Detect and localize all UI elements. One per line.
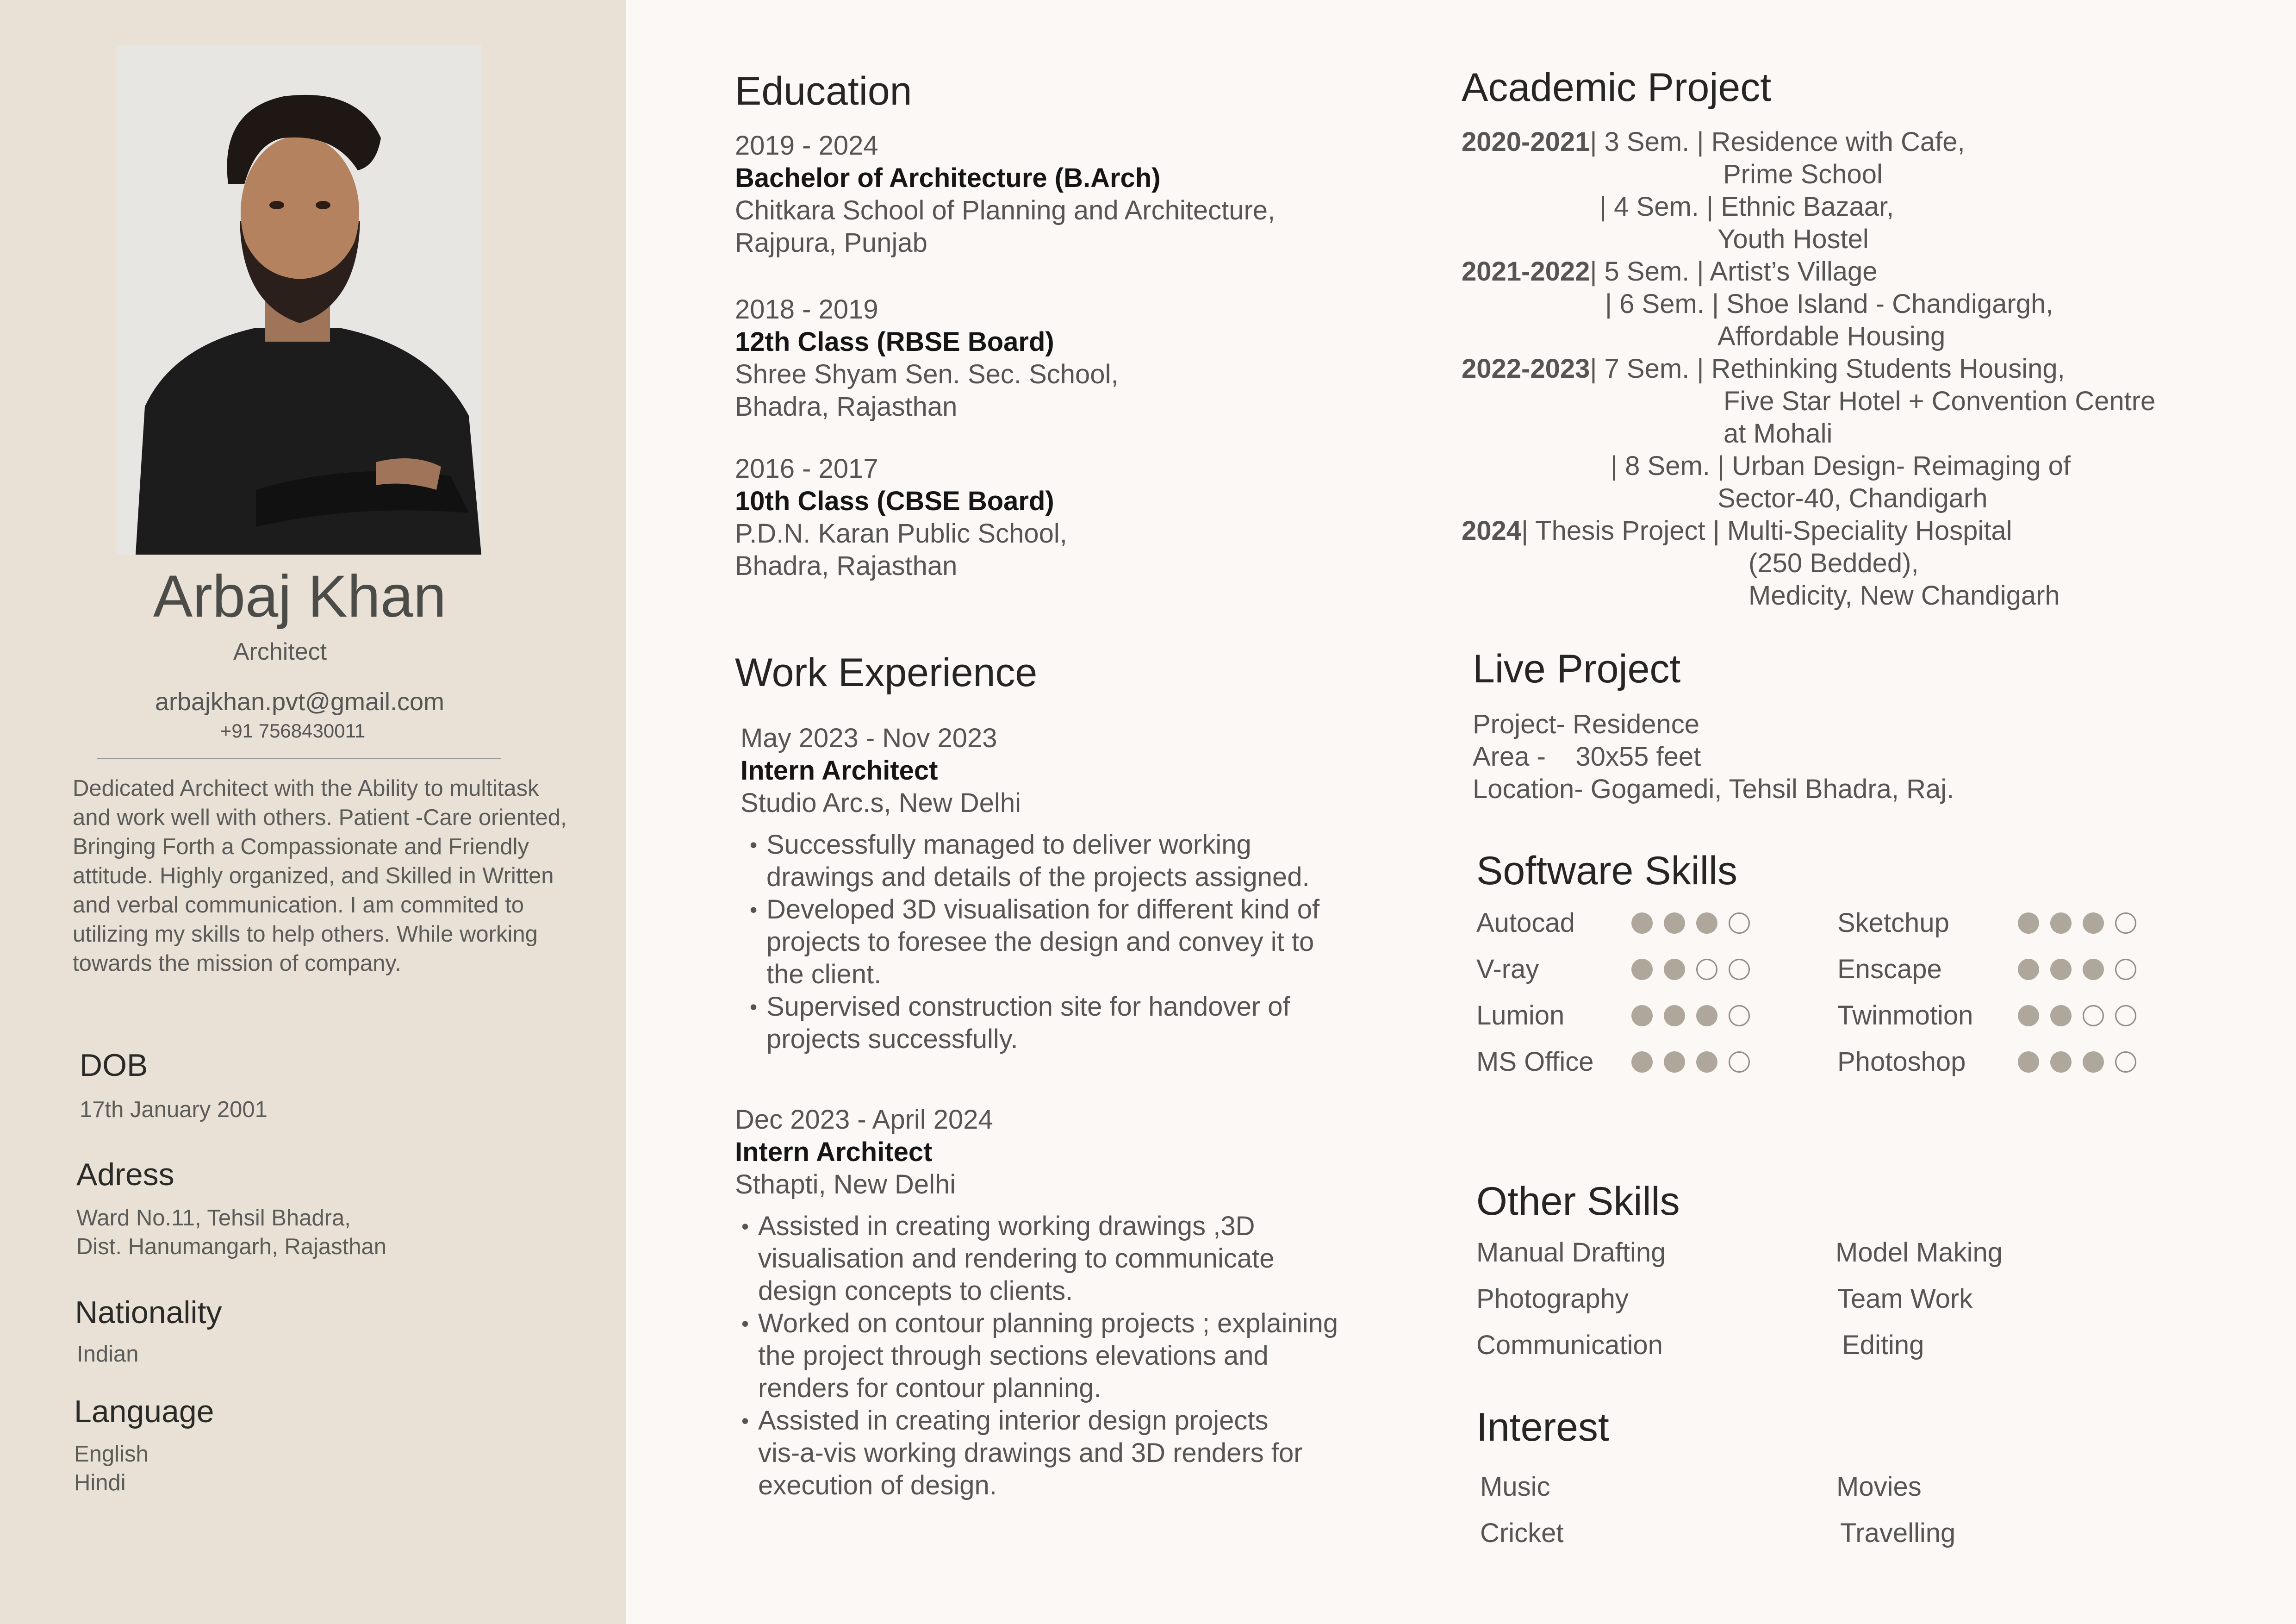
job-bullet: • Supervised construction site for handover of projects successfully. xyxy=(746,991,1388,1056)
live-project-area: Area - 30x55 feet xyxy=(1473,742,1701,772)
divider xyxy=(97,758,501,759)
education-years: 2018 - 2019 xyxy=(735,294,878,325)
other-skills-heading: Other Skills xyxy=(1476,1179,1680,1224)
phone-number: +91 7568430011 xyxy=(220,720,366,742)
skill-dot-filled xyxy=(2050,912,2072,934)
language-item: Hindi xyxy=(74,1470,126,1495)
skill-dot-filled xyxy=(2083,912,2104,934)
skill-dot-filled xyxy=(2018,912,2039,934)
skill-dot-filled xyxy=(1696,1051,1717,1073)
education-years: 2016 - 2017 xyxy=(735,454,878,484)
skill-dot-filled xyxy=(1631,912,1653,934)
education-institution: Shree Shyam Sen. Sec. School, xyxy=(735,359,1119,389)
dob-value: 17th January 2001 xyxy=(80,1097,268,1122)
software-skill-name: Lumion xyxy=(1476,1000,1565,1031)
software-skill-row xyxy=(1476,1000,1750,1031)
skill-dot-empty xyxy=(2115,1051,2136,1073)
nationality-value: Indian xyxy=(77,1342,139,1367)
live-project-location: Location- Gogamedi, Tehsil Bhadra, Raj. xyxy=(1473,774,1954,804)
job-company: Studio Arc.s, New Delhi xyxy=(740,788,1021,818)
academic-row: 2024 | Thesis Project | Multi-Speciality Hospital xyxy=(1462,516,2012,546)
software-skill-row xyxy=(1837,1046,2136,1077)
address-line-2: Dist. Hanumangarh, Rajasthan xyxy=(76,1234,387,1259)
live-project-details xyxy=(1473,708,1954,806)
job-company: Sthapti, New Delhi xyxy=(735,1169,956,1199)
job-bullet: • Assisted in creating interior design projects vis-a-vis working drawings and 3D renders for execution of design. xyxy=(738,1405,1392,1502)
profile-summary: Dedicated Architect with the Ability to multitask and work well with others. Patient -Care oriented, Bringing Forth a Compassionate and Friendly attitude. Highly organized, and Skilled in Written and verbal communication. I am commited to utilizing my skills to help others. While working towards the mission of company. xyxy=(73,776,567,976)
academic-row: 2022-2023 | 7 Sem. | Rethinking Students Housing, xyxy=(1462,354,2065,384)
education-years: 2019 - 2024 xyxy=(735,131,878,161)
skill-level-dots xyxy=(1631,1051,1750,1073)
academic-row-cont: Sector-40, Chandigarh xyxy=(1717,483,1988,513)
profile-photo xyxy=(117,45,481,555)
other-skill: Team Work xyxy=(1837,1284,1973,1314)
academic-row-cont: Affordable Housing xyxy=(1717,321,1946,351)
interest-item: Movies xyxy=(1836,1472,1922,1502)
skill-dot-filled xyxy=(2050,1005,2072,1026)
skill-dot-filled xyxy=(1696,912,1717,934)
skill-level-dots xyxy=(1631,1005,1750,1026)
skill-dot-empty xyxy=(1729,1051,1750,1073)
academic-row: | 8 Sem. | Urban Design- Reimaging of xyxy=(1611,451,2071,481)
skill-dot-filled xyxy=(2050,959,2072,980)
academic-row-cont: Five Star Hotel + Convention Centre xyxy=(1724,386,2156,416)
skill-dot-empty xyxy=(1696,959,1717,980)
academic-row-cont: at Mohali xyxy=(1724,418,1833,449)
skill-level-dots xyxy=(1631,959,1750,980)
address-heading: Adress xyxy=(76,1157,174,1192)
job-dates: May 2023 - Nov 2023 xyxy=(740,723,997,753)
skill-dot-filled xyxy=(2083,1051,2104,1073)
education-heading: Education xyxy=(735,69,912,113)
skill-dot-empty xyxy=(1729,1005,1750,1026)
software-skill-row xyxy=(1837,1000,2136,1031)
skill-dot-empty xyxy=(2083,1005,2104,1026)
academic-row-cont: Youth Hostel xyxy=(1717,224,1869,254)
interest-item: Music xyxy=(1480,1472,1550,1502)
language-item: English xyxy=(74,1442,149,1467)
academic-heading: Academic Project xyxy=(1462,65,1772,110)
skill-dot-filled xyxy=(2018,1005,2039,1026)
skill-dot-empty xyxy=(1729,912,1750,934)
skill-dot-filled xyxy=(2018,959,2039,980)
skill-level-dots xyxy=(2018,912,2136,934)
email-address: arbajkhan.pvt@gmail.com xyxy=(155,688,445,716)
job-bullet: • Developed 3D visualisation for different kind of projects to foresee the design and convey it to the client. xyxy=(746,893,1388,991)
job-title: Intern Architect xyxy=(740,756,938,786)
software-skill-row xyxy=(1837,907,2136,938)
job-bullet: • Assisted in creating working drawings ,3D visualisation and rendering to communicate design concepts to clients. xyxy=(738,1210,1392,1307)
other-skill: Manual Drafting xyxy=(1476,1237,1666,1268)
skill-dot-filled xyxy=(1664,1051,1685,1073)
software-skill-row xyxy=(1837,954,2136,985)
interest-item: Cricket xyxy=(1480,1518,1564,1548)
live-project-name: Project- Residence xyxy=(1473,709,1699,739)
nationality-heading: Nationality xyxy=(75,1295,222,1330)
other-skill: Communication xyxy=(1476,1330,1663,1360)
skill-level-dots xyxy=(1631,912,1750,934)
skill-dot-filled xyxy=(1631,1051,1653,1073)
skill-level-dots xyxy=(2018,1051,2136,1073)
other-skill: Editing xyxy=(1842,1330,1924,1360)
job-bullet: • Worked on contour planning projects ; explaining the project through sections elevations and renders for contour planning. xyxy=(738,1307,1392,1405)
education-institution: Chitkara School of Planning and Architecture, xyxy=(735,195,1276,225)
job-bullets xyxy=(746,829,1388,1056)
academic-row-cont: Medicity, New Chandigarh xyxy=(1748,581,2060,611)
software-skills-heading: Software Skills xyxy=(1476,849,1737,893)
job-bullet: • Successfully managed to deliver working drawings and details of the projects assigned. xyxy=(746,829,1388,893)
work-heading: Work Experience xyxy=(735,650,1038,695)
job-bullets xyxy=(738,1210,1392,1502)
skill-dot-filled xyxy=(1664,959,1685,980)
job-title: Architect xyxy=(233,638,327,665)
software-skill-row xyxy=(1476,907,1750,938)
interest-item: Travelling xyxy=(1840,1518,1956,1548)
other-skill: Model Making xyxy=(1836,1237,2003,1268)
academic-row: | 6 Sem. | Shoe Island - Chandigargh, xyxy=(1605,289,2053,319)
skill-dot-filled xyxy=(1631,959,1653,980)
job-dates: Dec 2023 - April 2024 xyxy=(735,1105,993,1135)
software-skill-name: MS Office xyxy=(1476,1047,1594,1077)
academic-row: | 4 Sem. | Ethnic Bazaar, xyxy=(1599,192,1894,222)
education-entry xyxy=(735,130,1275,259)
education-location: Bhadra, Rajasthan xyxy=(735,551,958,581)
skill-dot-filled xyxy=(2050,1051,2072,1073)
skill-dot-filled xyxy=(2083,959,2104,980)
education-entry xyxy=(735,294,1119,423)
skill-dot-empty xyxy=(2115,912,2136,934)
job-entry xyxy=(735,1104,1392,1502)
skill-dot-empty xyxy=(1729,959,1750,980)
skill-dot-empty xyxy=(2115,959,2136,980)
software-skill-row xyxy=(1476,954,1750,985)
academic-row-cont: (250 Bedded), xyxy=(1748,548,1919,578)
other-skill: Photography xyxy=(1476,1284,1629,1314)
address-line-1: Ward No.11, Tehsil Bhadra, xyxy=(76,1206,351,1230)
academic-list xyxy=(1462,126,2248,612)
skill-level-dots xyxy=(2018,959,2136,980)
skill-dot-empty xyxy=(2115,1005,2136,1026)
software-skill-name: Enscape xyxy=(1837,954,1942,984)
software-skill-name: Photoshop xyxy=(1837,1047,1966,1077)
skill-dot-filled xyxy=(1664,1005,1685,1026)
academic-row-cont: Prime School xyxy=(1723,159,1883,189)
skill-dot-filled xyxy=(1696,1005,1717,1026)
skill-dot-filled xyxy=(2018,1051,2039,1073)
education-degree: 10th Class (CBSE Board) xyxy=(735,486,1054,516)
software-skill-row xyxy=(1476,1046,1750,1077)
education-degree: Bachelor of Architecture (B.Arch) xyxy=(735,163,1161,193)
software-skill-name: Twinmotion xyxy=(1837,1000,1973,1031)
software-skill-name: Sketchup xyxy=(1837,908,1949,938)
job-title: Intern Architect xyxy=(735,1137,933,1167)
job-entry xyxy=(740,722,1388,1056)
education-institution: P.D.N. Karan Public School, xyxy=(735,518,1067,549)
education-entry xyxy=(735,453,1067,582)
academic-row: 2021-2022 | 5 Sem. | Artist’s Village xyxy=(1462,256,1878,287)
skill-dot-filled xyxy=(1664,912,1685,934)
software-skill-name: Autocad xyxy=(1476,908,1575,938)
interest-heading: Interest xyxy=(1476,1405,1609,1449)
education-location: Bhadra, Rajasthan xyxy=(735,392,958,422)
skill-dot-filled xyxy=(1631,1005,1653,1026)
live-project-heading: Live Project xyxy=(1473,647,1681,691)
education-location: Rajpura, Punjab xyxy=(735,228,927,258)
education-degree: 12th Class (RBSE Board) xyxy=(735,327,1054,357)
person-name: Arbaj Khan xyxy=(153,563,447,630)
academic-row: 2020-2021 | 3 Sem. | Residence with Cafe, xyxy=(1462,127,1965,157)
language-heading: Language xyxy=(74,1394,214,1429)
software-skill-name: V-ray xyxy=(1476,954,1539,984)
dob-heading: DOB xyxy=(80,1048,148,1083)
skill-level-dots xyxy=(2018,1005,2136,1026)
